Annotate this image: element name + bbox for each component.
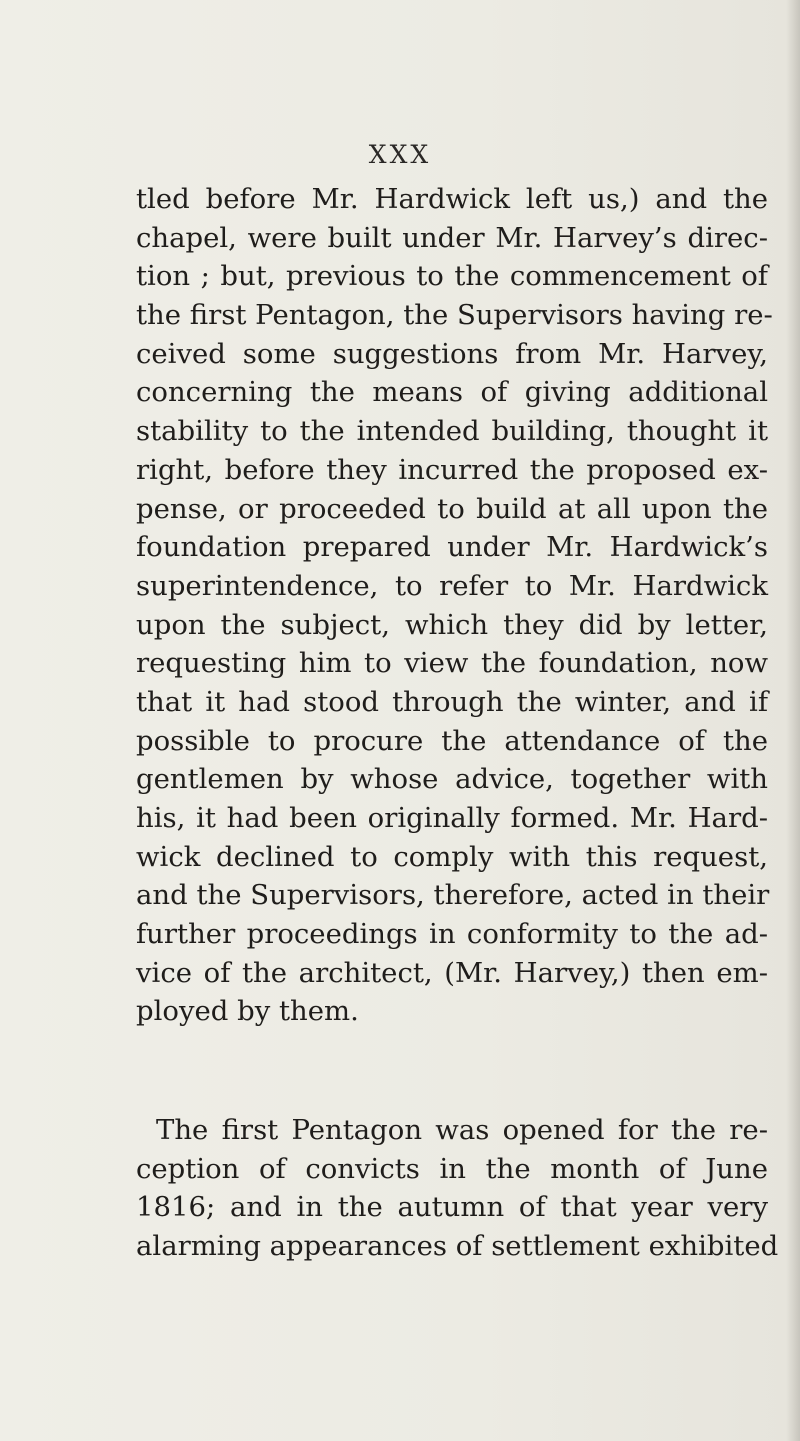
text-line: foundation prepared under Mr. Hardwick’s [136, 531, 768, 564]
text-line: 1816; and in the autumn of that year very [136, 1191, 768, 1224]
paragraph-1 [136, 180, 773, 1031]
text-line: tion ; but, previous to the commencement of [136, 260, 768, 293]
text-line: requesting him to view the foundation, now [136, 647, 768, 680]
text-line: further proceedings in conformity to the ad- [136, 918, 768, 951]
text-line: stability to the intended building, thought it [136, 415, 768, 448]
text-line: that it had stood through the winter, and if [136, 685, 768, 718]
text-line: and the Supervisors, therefore, acted in their [136, 879, 770, 912]
text-line: ception of convicts in the month of June [136, 1152, 768, 1185]
page-edge-shadow [786, 0, 800, 1441]
text-line: alarming appearances of settlement exhibited [136, 1230, 779, 1263]
text-line: superintendence, to refer to Mr. Hardwick [136, 569, 768, 602]
text-line: his, it had been originally formed. Mr. Hard- [136, 802, 768, 834]
text-line: wick declined to comply with this request, [136, 840, 768, 873]
text-line: the first Pentagon, the Supervisors having re- [136, 299, 773, 332]
text-line: ceived some suggestions from Mr. Harvey, [136, 337, 768, 370]
text-line: possible to procure the attendance of the [136, 724, 768, 757]
text-line: concerning the means of giving additional [136, 376, 768, 409]
text-line: The first Pentagon was opened for the re- [156, 1114, 768, 1146]
text-line: pense, or proceeded to build at all upon the [136, 492, 768, 525]
text-line: right, before they incurred the proposed ex- [136, 453, 768, 486]
text-line: vice of the architect, (Mr. Harvey,) then em- [136, 956, 768, 989]
text-line: ployed by them. [136, 995, 359, 1028]
paragraph-2 [136, 1111, 779, 1266]
page-number: XXX [368, 140, 432, 169]
text-line: chapel, were built under Mr. Harvey’s direc- [136, 221, 768, 254]
text-line: upon the subject, which they did by letter, [136, 608, 768, 641]
text-line: tled before Mr. Hardwick left us,) and the [136, 183, 768, 215]
text-line: gentlemen by whose advice, together with [136, 763, 768, 796]
